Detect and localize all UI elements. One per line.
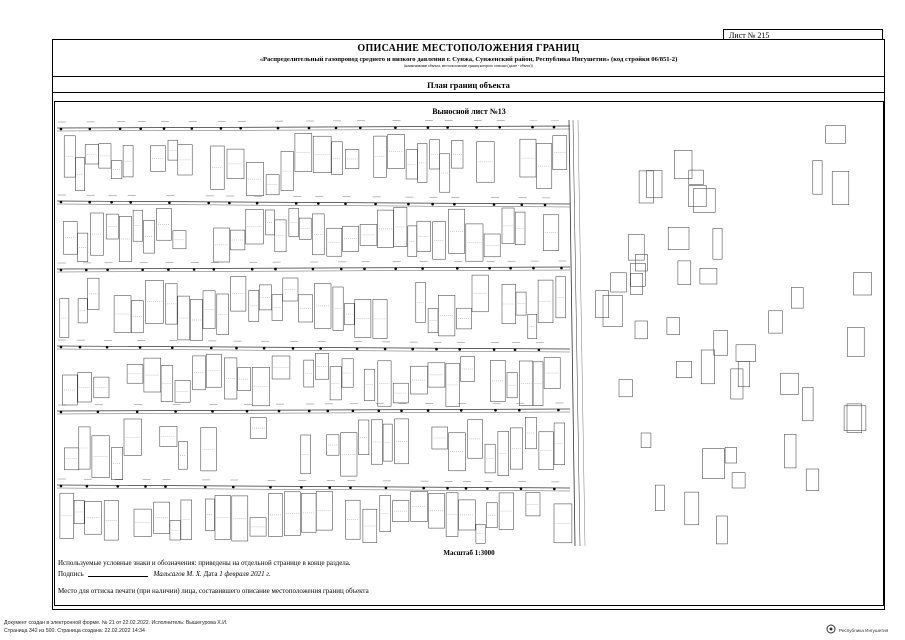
land-parcel <box>791 288 803 309</box>
land-parcel <box>847 404 862 433</box>
land-parcel <box>731 369 743 399</box>
date-label: Дата <box>203 570 218 578</box>
land-parcel <box>124 419 141 455</box>
boundary-point <box>446 126 449 129</box>
land-parcel <box>674 150 692 178</box>
land-parcel <box>603 295 622 326</box>
land-parcel <box>133 210 143 241</box>
boundary-point <box>557 409 560 412</box>
boundary-point <box>106 346 109 349</box>
boundary-point <box>453 203 456 206</box>
boundary-point <box>538 349 541 352</box>
land-parcel <box>689 170 704 184</box>
legend-note: Используемые условные знаки и обозначения: приведены на отдельной странице в конце раздела. <box>58 559 351 567</box>
boundary-point <box>378 409 381 412</box>
land-parcel <box>685 492 699 525</box>
footer-org <box>826 624 888 634</box>
boundary-point <box>171 346 174 349</box>
boundary-point <box>168 201 171 204</box>
boundary-point <box>239 127 242 130</box>
boundary-point <box>458 348 461 351</box>
footer-org-name: Республика Ингушетия <box>839 628 889 633</box>
boundary-point <box>493 203 496 206</box>
boundary-point <box>210 347 213 350</box>
land-parcel <box>676 361 691 377</box>
land-parcel <box>813 161 822 195</box>
cadastral-map <box>55 120 883 546</box>
boundary-point <box>460 409 463 412</box>
boundary-point <box>141 268 144 271</box>
boundary-point <box>427 126 430 129</box>
land-parcel <box>738 362 750 387</box>
signature-row <box>58 570 271 578</box>
land-parcel <box>844 406 866 431</box>
land-parcel <box>477 142 495 183</box>
street-edge <box>57 270 570 272</box>
land-parcel <box>134 509 152 536</box>
land-parcel <box>92 436 109 478</box>
boundary-point <box>269 486 272 489</box>
land-parcel <box>803 387 813 420</box>
land-parcel <box>556 277 566 318</box>
date-value: 1 февраля 2021 г. <box>219 570 271 578</box>
land-parcel <box>700 268 717 284</box>
boundary-point <box>235 347 238 350</box>
land-parcel <box>619 380 632 397</box>
boundary-point <box>544 204 547 207</box>
boundary-point <box>411 348 414 351</box>
boundary-point <box>514 348 517 351</box>
boundary-point <box>139 346 142 349</box>
land-parcel <box>714 331 728 356</box>
boundary-point <box>312 268 315 271</box>
land-parcel <box>533 362 543 406</box>
boundary-point <box>363 268 366 271</box>
boundary-point <box>486 487 489 490</box>
street-line <box>57 201 570 204</box>
boundary-point <box>136 410 139 413</box>
footer-line-1: Документ создан в электронной форме. № 21 от 22.02.2022. Исполнитель: Вышегурова Х.И. <box>4 620 228 626</box>
land-parcel <box>631 263 646 286</box>
signature-line <box>88 576 148 577</box>
boundary-point <box>174 410 177 413</box>
boundary-point <box>488 267 491 270</box>
signature-label: Подпись <box>58 570 84 578</box>
boundary-point <box>85 269 88 272</box>
land-parcel <box>476 524 485 543</box>
land-parcel <box>76 158 85 191</box>
document-title: ОПИСАНИЕ МЕСТОПОЛОЖЕНИЯ ГРАНИЦ <box>357 43 580 54</box>
boundary-point <box>86 485 89 488</box>
boundary-point <box>106 269 109 272</box>
boundary-point <box>384 348 387 351</box>
map-scale: Масштаб 1:3000 <box>443 549 495 557</box>
boundary-point <box>475 126 478 129</box>
boundary-point <box>60 269 63 272</box>
boundary-point <box>317 202 320 205</box>
boundary-point <box>560 267 563 270</box>
land-parcel <box>678 261 691 285</box>
land-parcel <box>703 449 725 479</box>
land-parcel <box>630 274 642 295</box>
object-caption: (наименование объекта, местоположение границ которого описано (далее - объект)) <box>404 64 533 68</box>
land-parcel <box>266 210 275 235</box>
stamp-note: Место для оттиска печати (при наличии) лица, составившего описание местоположения границ объекта <box>58 587 369 595</box>
land-parcel <box>725 448 737 464</box>
street-edge <box>57 129 570 131</box>
boundary-point <box>119 127 122 130</box>
signer-name: Мальсагов М. Х. <box>153 570 202 578</box>
land-parcel <box>848 327 865 356</box>
boundary-point <box>531 126 534 129</box>
boundary-point <box>251 268 254 271</box>
boundary-point <box>374 203 377 206</box>
street-line <box>57 485 570 488</box>
land-parcel <box>769 311 783 333</box>
land-parcel <box>628 235 644 261</box>
boundary-point <box>228 202 231 205</box>
boundary-point <box>300 486 303 489</box>
boundary-point <box>394 267 397 270</box>
boundary-point <box>139 127 142 130</box>
boundary-point <box>274 268 277 271</box>
boundary-point <box>207 202 210 205</box>
boundary-point <box>319 347 322 350</box>
land-parcel <box>146 280 164 323</box>
boundary-point <box>359 127 362 130</box>
land-parcel <box>313 136 331 172</box>
boundary-point <box>277 127 280 130</box>
document-header <box>52 39 885 77</box>
land-parcel <box>736 345 756 362</box>
land-parcel <box>832 171 849 204</box>
boundary-point <box>232 486 235 489</box>
boundary-point <box>191 127 194 130</box>
land-parcel <box>655 485 664 511</box>
land-parcel <box>693 189 715 213</box>
boundary-point <box>211 410 214 413</box>
land-parcel <box>635 255 647 272</box>
boundary-point <box>144 485 147 488</box>
boundary-point <box>308 410 311 413</box>
boundary-point <box>422 487 425 490</box>
boundary-point <box>327 410 330 413</box>
boundary-point <box>494 409 497 412</box>
land-parcel <box>78 299 87 323</box>
land-parcel <box>647 171 662 198</box>
land-parcel <box>301 435 311 474</box>
boundary-point <box>532 267 535 270</box>
boundary-point <box>246 410 249 413</box>
boundary-point <box>60 346 63 349</box>
land-parcel <box>641 433 651 448</box>
boundary-point <box>431 203 434 206</box>
boundary-point <box>308 127 311 130</box>
land-parcel <box>272 356 290 379</box>
plan-title: План границ объекта <box>52 77 885 93</box>
land-parcel <box>716 516 727 544</box>
boundary-point <box>60 201 63 204</box>
land-parcel <box>784 434 796 468</box>
land-parcel <box>160 427 177 447</box>
boundary-point <box>394 126 397 129</box>
boundary-point <box>520 487 523 490</box>
boundary-point <box>335 127 338 130</box>
boundary-point <box>356 348 359 351</box>
land-parcel <box>701 350 714 384</box>
boundary-point <box>498 126 501 129</box>
boundary-point <box>220 127 223 130</box>
boundary-point <box>110 201 113 204</box>
land-parcel <box>60 299 69 338</box>
boundary-point <box>509 267 512 270</box>
boundary-point <box>278 410 281 413</box>
boundary-point <box>553 488 556 491</box>
boundary-point <box>446 487 449 490</box>
land-parcel <box>304 360 314 387</box>
land-parcel <box>554 504 572 543</box>
subsheet-title: Выносной лист №13 <box>432 107 506 116</box>
boundary-point <box>349 486 352 489</box>
boundary-point <box>263 347 266 350</box>
boundary-point <box>344 202 347 205</box>
object-name: «Распределительный газопровод среднего и низкого давления г. Сунжа, Сунженский район, Республика Ингушетия» (код стройки 06/851-2) <box>259 56 678 63</box>
land-parcel <box>596 291 609 318</box>
boundary-point <box>129 201 132 204</box>
boundary-point <box>213 268 216 271</box>
land-parcel <box>246 162 263 195</box>
land-parcel <box>418 144 428 183</box>
boundary-point <box>435 348 438 351</box>
boundary-point <box>456 267 459 270</box>
boundary-point <box>518 409 521 412</box>
street-edge <box>57 488 570 491</box>
land-parcel <box>668 227 689 249</box>
boundary-point <box>465 487 468 490</box>
land-parcel <box>781 373 799 394</box>
land-parcel <box>246 209 263 244</box>
boundary-point <box>400 409 403 412</box>
land-parcel <box>410 366 427 394</box>
boundary-point <box>193 268 196 271</box>
boundary-point <box>163 127 166 130</box>
boundary-point <box>256 202 259 205</box>
boundary-point <box>60 128 63 131</box>
boundary-point <box>553 126 556 129</box>
land-parcel <box>168 140 178 160</box>
boundary-point <box>521 203 524 206</box>
land-parcel <box>854 273 872 296</box>
boundary-point <box>295 202 298 205</box>
boundary-point <box>60 411 63 414</box>
boundary-point <box>421 267 424 270</box>
land-parcel <box>639 171 654 203</box>
land-parcel <box>345 303 355 325</box>
boundary-point <box>97 411 100 414</box>
boundary-point <box>407 203 410 206</box>
land-parcel <box>179 442 188 470</box>
boundary-point <box>493 348 496 351</box>
boundary-point <box>60 485 63 488</box>
land-parcel <box>289 209 299 237</box>
boundary-point <box>89 128 92 131</box>
land-parcel <box>252 367 270 406</box>
land-parcel <box>416 282 426 322</box>
boundary-point <box>328 486 331 489</box>
land-parcel <box>383 424 392 461</box>
boundary-point <box>117 485 120 488</box>
boundary-point <box>167 268 170 271</box>
footer-line-2: Страница 342 из 500. Страница создана: 22.02.2022 14:34 <box>4 628 145 634</box>
emblem-icon <box>826 624 836 634</box>
street-line <box>57 409 570 411</box>
boundary-point <box>164 485 167 488</box>
land-parcel <box>635 321 648 339</box>
boundary-point <box>385 487 388 490</box>
land-parcel <box>732 473 745 488</box>
land-parcel <box>826 126 846 144</box>
land-parcel <box>466 224 483 261</box>
land-parcel <box>428 309 438 333</box>
boundary-point <box>340 268 343 271</box>
boundary-point <box>88 201 91 204</box>
land-parcel <box>806 469 819 491</box>
boundary-point <box>204 486 207 489</box>
boundary-point <box>427 409 430 412</box>
street-line <box>57 346 570 349</box>
boundary-point <box>292 347 295 350</box>
land-parcel <box>611 273 627 292</box>
boundary-point <box>352 410 355 413</box>
land-parcel <box>713 229 722 260</box>
land-parcel <box>667 318 680 335</box>
boundary-point <box>79 346 82 349</box>
street-line <box>57 126 570 128</box>
sheet-number: Лист № 215 <box>723 29 883 40</box>
street-edge <box>57 412 570 414</box>
